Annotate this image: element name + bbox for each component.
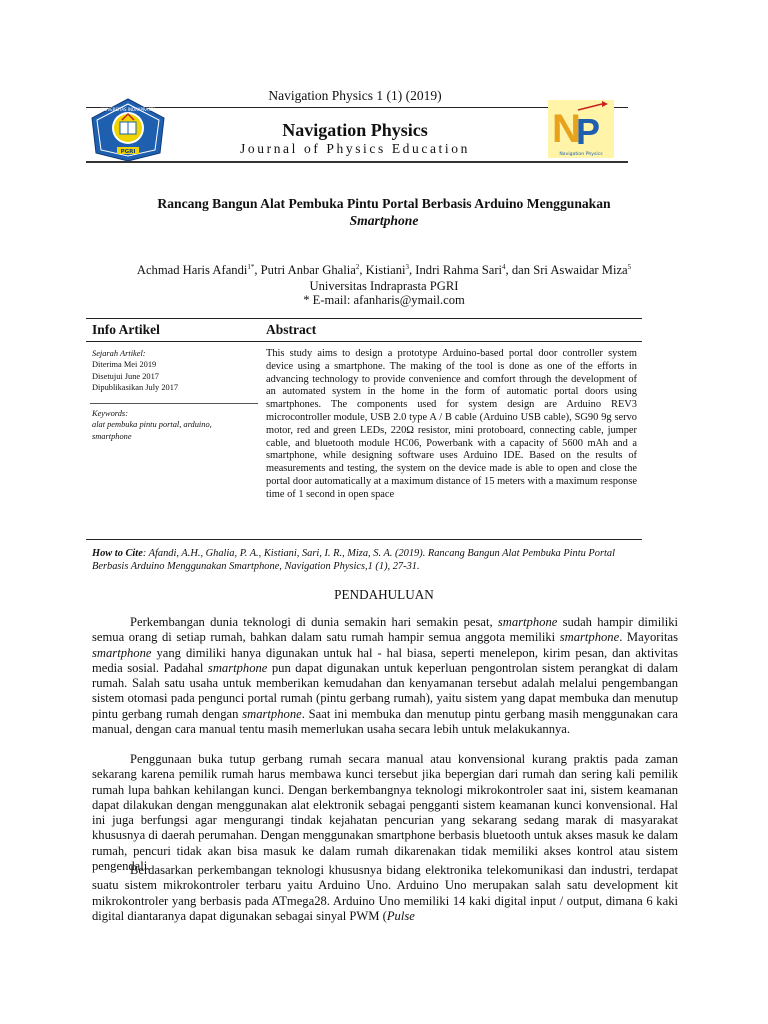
history-label: Sejarah Artikel: bbox=[92, 349, 146, 358]
author-superscript: 2 bbox=[355, 262, 360, 271]
author-superscript: 3 bbox=[405, 262, 409, 271]
italic-term: smartphone bbox=[207, 660, 268, 675]
university-logo bbox=[89, 98, 167, 162]
svg-text:PGRI: PGRI bbox=[120, 149, 136, 155]
paragraph-3 bbox=[92, 863, 678, 924]
info-rule-bottom bbox=[86, 539, 642, 540]
keywords-label: Keywords: bbox=[92, 409, 128, 418]
paragraph-2: Penggunaan buka tutup gerbang rumah secara manual atau konvensional kurang praktis pada zaman sekarang karena pemilik rumah harus membawa kunci tersebut jika bepergian dari rumah dan sering kali pemilik rumah lupa bahkan kehilangan kunci. Dengan berkembangnya teknologi mikrokontroler saat ini, sistem keamanan dapat dilakukan dengan menggunakan alat elektronik sebagai pengganti sistem keamanan kunci konvensional. Hal ini juga berfungsi agar mengurangi tindak kejahatan pencurian yang sekarang sedang marak di masyarakat khususnya di daerah perumahan. Dengan menggunakan smartphone berbasis bluetooth untuk akses masuk ke dalam rumah, pencuri tidak akan bisa masuk ke dalam rumah dikarenakan tidak memiliki akses kontrol atau sistem pengendali. bbox=[92, 752, 678, 874]
info-heading: Info Artikel bbox=[92, 322, 160, 337]
author-superscript: 4 bbox=[502, 262, 506, 271]
italic-term: smartphone bbox=[559, 630, 620, 645]
paragraph-run: sudah hampir dimiliki semua orang di setiap rumah, bahkan dalam satu rumah hampir semua anggota memiliki bbox=[92, 615, 678, 645]
article-title-line1: Rancang Bangun Alat Pembuka Pintu Portal Berbasis Arduino Menggunakan bbox=[157, 196, 611, 211]
paragraph-3-italic: Pulse bbox=[386, 908, 415, 923]
how-to-cite-text-line2: Berbasis Arduino Menggunakan Smartphone, Navigation Physics,1 (1), 27-31. bbox=[92, 561, 420, 573]
author-superscript: 5 bbox=[627, 262, 632, 271]
history-approved: Disetujui June 2017 bbox=[92, 371, 159, 381]
italic-term: smartphone bbox=[92, 645, 152, 660]
how-to-cite bbox=[92, 547, 682, 574]
header-rule-top bbox=[86, 107, 628, 108]
author-name: Indri Rahma Sari bbox=[415, 263, 503, 277]
history-published: Dipublikasikan July 2017 bbox=[92, 383, 179, 393]
paragraph-run: . Mayoritas bbox=[619, 630, 678, 645]
navigation-physics-logo bbox=[548, 100, 614, 158]
affiliation: Universitas Indraprasta PGRI bbox=[309, 279, 459, 293]
paragraph-run: yang dimiliki hanya digunakan untuk hal - hal biasa, seperti menelepon, kirim pesan, dan aktivitas media sosial. Padahal bbox=[92, 645, 678, 675]
how-to-cite-text-line1: : Afandi, A.H., Ghalia, P. A., Kistiani, Sari, I. R., Miza, S. A. (2019). Rancang Bangun Alat Pembuka Pintu Portal bbox=[142, 548, 615, 559]
svg-text:N: N bbox=[552, 107, 581, 151]
author-list: Achmad Haris Afandi$^{1*}$, Putri Anbar Ghalia$^2$, Kistiani$^3$, Indri Rahma Sari$^4$, dan Sri Aswaidar Miza$^5$ bbox=[136, 262, 632, 277]
journal-subtitle: Journal of Physics Education bbox=[240, 141, 470, 156]
section-heading: PENDAHULUAN bbox=[334, 587, 434, 602]
author-name: Kistiani bbox=[365, 263, 406, 277]
article-title-line2: Smartphone bbox=[349, 213, 419, 228]
author-name: Sri Aswaidar Miza bbox=[533, 263, 628, 277]
abstract-heading: Abstract bbox=[266, 322, 317, 337]
paragraph-run: . Saat ini membuka dan menutup pintu gerbang masih menggunakan cara manual, dengan cara manual tentu masih memerlukan usaha secara lebih untuk melakukannya. bbox=[92, 706, 678, 737]
keywords-section bbox=[92, 408, 260, 442]
email: * E-mail: afanharis@ymail.com bbox=[303, 293, 465, 307]
svg-text:Navigation Physics: Navigation Physics bbox=[559, 152, 603, 157]
paragraph-3-text: Berdasarkan perkembangan teknologi khususnya bidang elektronika telekomunikasi dan industri, terdapat suatu sistem mikrokontroler terbaru yaitu Arduino Uno. Arduino Uno merupakan salah satu development kit mikrokontroler yang berbasis pada ATmega28. Arduino Uno memiliki 14 kaki digital input / output, dimana 6 kaki digital diantaranya dapat digunakan sebagai sinyal PWM ( bbox=[92, 863, 678, 923]
author-name: Achmad Haris Afandi bbox=[136, 263, 248, 277]
paragraph-run: pun dapat digunakan untuk keperluan pengontrolan sistem perangkat di dalam rumah. Salah satu usaha untuk memberikan kemudahan dan kenyamanan tersebut adalah melalui pengembangan sistem otomasi pada pengunci portal rumah (pintu gerbang rumah), yaitu sistem yang dapat membuka dan menutup pintu gerbang rumah dengan bbox=[92, 660, 679, 721]
header-rule-bottom bbox=[86, 161, 628, 163]
keywords-line2: smartphone bbox=[92, 431, 132, 441]
keywords-line1: alat pembuka pintu portal, arduino, bbox=[92, 420, 212, 430]
author-superscript: 1* bbox=[247, 262, 255, 271]
citation-line: Navigation Physics 1 (1) (2019) bbox=[268, 88, 442, 103]
italic-term: smartphone bbox=[497, 615, 558, 629]
journal-title: Navigation Physics bbox=[282, 120, 428, 140]
svg-text:P: P bbox=[576, 111, 601, 152]
history-received: Diterima Mei 2019 bbox=[92, 360, 157, 370]
paragraph-run: Perkembangan dunia teknologi di dunia semakin hari semakin pesat, bbox=[130, 615, 498, 629]
svg-text:UNIVERSITAS INDRAPRASTA: UNIVERSITAS INDRAPRASTA bbox=[100, 107, 156, 112]
paragraph-1 bbox=[92, 615, 678, 737]
abstract-text: This study aims to design a prototype Arduino-based portal door controller system device using a smartphone. The making of the tool is done as one of the efforts in advancing technology to provide convenience and comfort through the development of an automated system in the home in the form of automatic portal doors using smartphones. The components used for system design are Arduino REV3 microcontroller module, USB 2.0 type A / B cable (Arduino USB cable), SG90 9g servo motor, red and green LEDs, 220Ω resistor, mini protoboard, connecting cable, jumper cable, and bluetooth module HC06, Powerbank with a capacity of 5600 mAh and a smartphone, while designing software uses Arduino IDE. Based on the results of measurements and testing, the system on the device made is able to open and close the portal door automatically at a maximum distance of 15 meters with a maximum response time of 1 second in open space bbox=[266, 348, 637, 500]
info-divider bbox=[90, 403, 258, 404]
history-section bbox=[92, 348, 252, 394]
how-to-cite-label: How to Cite bbox=[92, 548, 143, 559]
info-rule-top bbox=[86, 318, 642, 319]
author-name: Putri Anbar Ghalia bbox=[260, 263, 356, 277]
article-title bbox=[96, 195, 672, 229]
info-rule-under-heading bbox=[86, 341, 642, 342]
italic-term: smartphone bbox=[242, 706, 302, 721]
